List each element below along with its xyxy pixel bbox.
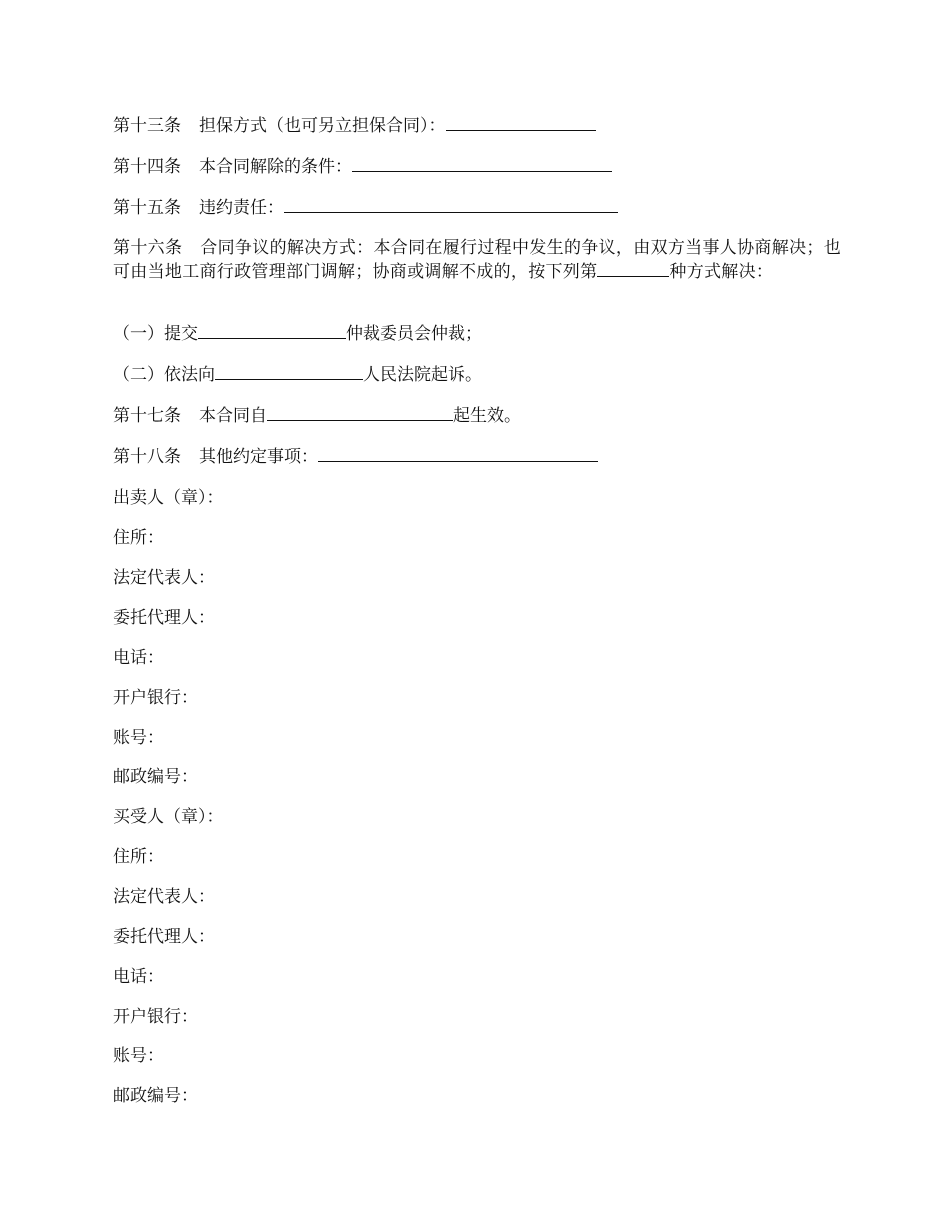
- article-16: [113, 236, 841, 284]
- article-text: 合同争议的解决方式：本合同在履行过程中发生的争议，由双方当事人协商解决；也可由当地工商行政管理部门调解；协商或调解不成的，按下列第: [113, 238, 841, 282]
- buyer-account: 账号：: [113, 1046, 164, 1066]
- article-text: 本合同解除的条件：: [199, 157, 352, 177]
- option-prefix: （二）依法向: [113, 365, 215, 385]
- article-text: 本合同自: [199, 406, 267, 426]
- buyer-phone: 电话：: [113, 967, 164, 987]
- article-14: [113, 157, 612, 177]
- article-text-end: 起生效。: [453, 406, 521, 426]
- fill-blank: [318, 447, 598, 462]
- buyer-bank: 开户银行：: [113, 1007, 198, 1027]
- seller-bank: 开户银行：: [113, 688, 198, 708]
- seller-legal-rep: 法定代表人：: [113, 568, 215, 588]
- option-suffix: 仲裁委员会仲裁；: [346, 324, 482, 344]
- article-text: 担保方式（也可另立担保合同）：: [199, 116, 446, 136]
- article-number: 第十四条: [113, 157, 181, 177]
- article-number: 第十七条: [113, 406, 181, 426]
- article-number: 第十八条: [113, 447, 181, 467]
- fill-blank: [446, 116, 596, 131]
- article-number: 第十三条: [113, 116, 181, 136]
- article-text: 其他约定事项：: [199, 447, 318, 467]
- document-page: [113, 0, 843, 1230]
- buyer-title: 买受人（章）：: [113, 807, 224, 827]
- fill-blank: [267, 406, 453, 421]
- buyer-agent: 委托代理人：: [113, 927, 215, 947]
- option-suffix: 人民法院起诉。: [363, 365, 482, 385]
- buyer-postcode: 邮政编号：: [113, 1086, 198, 1106]
- fill-blank: [352, 157, 612, 172]
- seller-account: 账号：: [113, 728, 164, 748]
- article-17: [113, 406, 521, 426]
- article-13: [113, 116, 596, 136]
- buyer-address: 住所：: [113, 847, 164, 867]
- article-number: 第十六条: [113, 238, 183, 258]
- article-text-end: 种方式解决：: [669, 262, 774, 282]
- article-18: [113, 447, 598, 467]
- seller-postcode: 邮政编号：: [113, 767, 198, 787]
- option-prefix: （一）提交: [113, 324, 198, 344]
- article-text: 违约责任：: [199, 198, 284, 218]
- buyer-legal-rep: 法定代表人：: [113, 887, 215, 907]
- option-lawsuit: [113, 365, 482, 385]
- fill-blank: [215, 365, 363, 380]
- seller-agent: 委托代理人：: [113, 608, 215, 628]
- article-15: [113, 198, 618, 218]
- article-number: 第十五条: [113, 198, 181, 218]
- seller-phone: 电话：: [113, 648, 164, 668]
- fill-blank: [597, 262, 669, 277]
- option-arbitration: [113, 324, 482, 344]
- seller-address: 住所：: [113, 528, 164, 548]
- seller-title: 出卖人（章）：: [113, 488, 224, 508]
- fill-blank: [284, 198, 618, 213]
- fill-blank: [198, 324, 346, 339]
